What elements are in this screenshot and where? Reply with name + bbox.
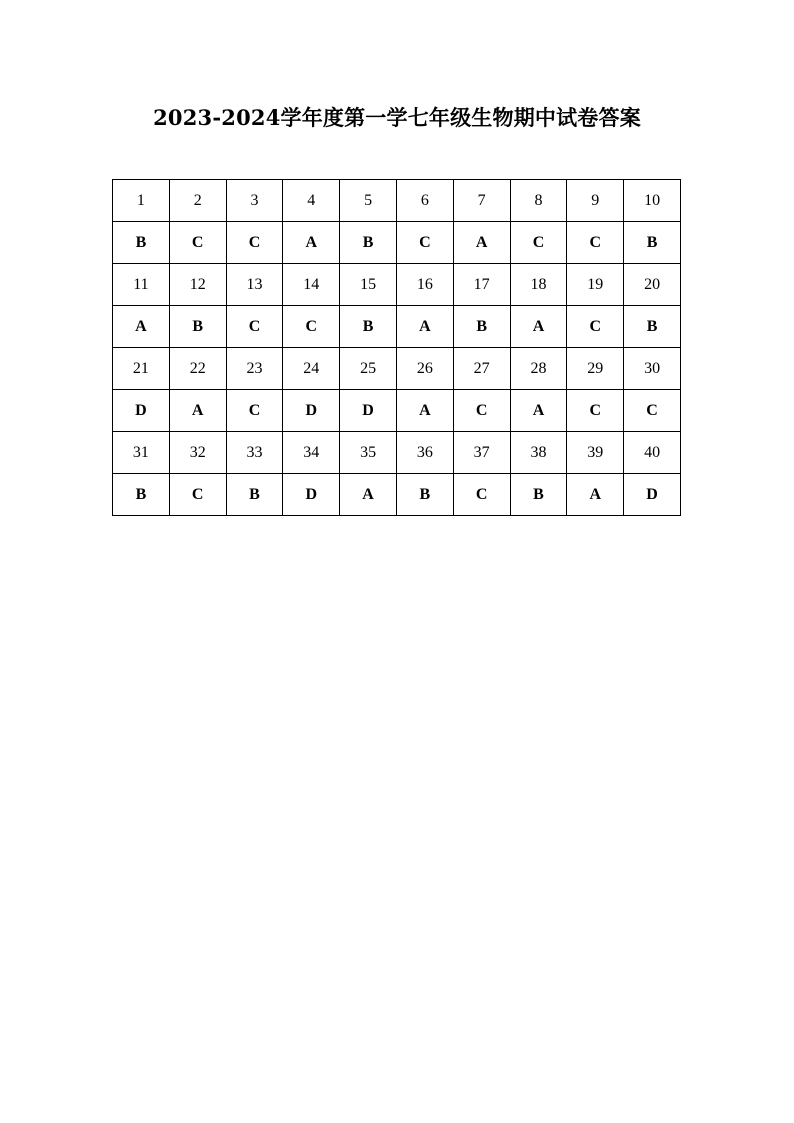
answer-cell: C: [567, 306, 624, 348]
question-number-cell: 38: [510, 432, 567, 474]
question-number-cell: 2: [169, 180, 226, 222]
question-number-cell: 30: [624, 348, 681, 390]
question-number-cell: 27: [453, 348, 510, 390]
answer-cell: A: [510, 390, 567, 432]
answer-cell: D: [283, 390, 340, 432]
page-title: 2023-2024学年度第一学七年级生物期中试卷答案: [153, 105, 641, 130]
question-number-cell: 29: [567, 348, 624, 390]
answer-cell: D: [283, 474, 340, 516]
question-number-cell: 1: [113, 180, 170, 222]
answer-cell: B: [340, 306, 397, 348]
answer-cell: A: [113, 306, 170, 348]
question-number-row: [113, 264, 681, 306]
answer-cell: C: [226, 306, 283, 348]
answer-row: [113, 222, 681, 264]
answer-cell: C: [567, 390, 624, 432]
answer-cell: B: [453, 306, 510, 348]
answer-cell: B: [226, 474, 283, 516]
answer-cell: C: [169, 474, 226, 516]
question-number-cell: 24: [283, 348, 340, 390]
answer-cell: C: [226, 222, 283, 264]
answer-cell: C: [453, 390, 510, 432]
answer-cell: A: [340, 474, 397, 516]
question-number-cell: 36: [396, 432, 453, 474]
question-number-cell: 10: [624, 180, 681, 222]
question-number-cell: 5: [340, 180, 397, 222]
question-number-cell: 33: [226, 432, 283, 474]
answer-cell: A: [567, 474, 624, 516]
question-number-cell: 14: [283, 264, 340, 306]
answer-cell: C: [510, 222, 567, 264]
question-number-row: [113, 348, 681, 390]
question-number-cell: 20: [624, 264, 681, 306]
question-number-row: [113, 180, 681, 222]
question-number-cell: 4: [283, 180, 340, 222]
question-number-cell: 32: [169, 432, 226, 474]
question-number-cell: 39: [567, 432, 624, 474]
answer-cell: A: [169, 390, 226, 432]
question-number-cell: 35: [340, 432, 397, 474]
question-number-cell: 34: [283, 432, 340, 474]
question-number-cell: 40: [624, 432, 681, 474]
answer-cell: A: [510, 306, 567, 348]
answer-cell: D: [113, 390, 170, 432]
answer-cell: A: [283, 222, 340, 264]
question-number-cell: 6: [396, 180, 453, 222]
answer-table-body: [113, 180, 681, 516]
answer-cell: B: [113, 222, 170, 264]
question-number-cell: 16: [396, 264, 453, 306]
question-number-cell: 22: [169, 348, 226, 390]
answer-cell: B: [624, 222, 681, 264]
question-number-cell: 17: [453, 264, 510, 306]
answer-row: [113, 390, 681, 432]
answer-cell: B: [113, 474, 170, 516]
answer-cell: C: [396, 222, 453, 264]
question-number-cell: 23: [226, 348, 283, 390]
question-number-cell: 11: [113, 264, 170, 306]
question-number-cell: 25: [340, 348, 397, 390]
question-number-cell: 28: [510, 348, 567, 390]
answer-cell: C: [624, 390, 681, 432]
answer-cell: A: [396, 306, 453, 348]
question-number-cell: 31: [113, 432, 170, 474]
answer-cell: B: [624, 306, 681, 348]
answer-cell: B: [340, 222, 397, 264]
question-number-cell: 19: [567, 264, 624, 306]
answer-cell: A: [453, 222, 510, 264]
answer-cell: C: [453, 474, 510, 516]
question-number-cell: 7: [453, 180, 510, 222]
answer-cell: B: [169, 306, 226, 348]
answer-cell: C: [567, 222, 624, 264]
question-number-cell: 12: [169, 264, 226, 306]
answer-table: [112, 179, 681, 516]
answer-cell: B: [396, 474, 453, 516]
answer-cell: C: [226, 390, 283, 432]
question-number-cell: 8: [510, 180, 567, 222]
answer-row: [113, 306, 681, 348]
answer-cell: C: [283, 306, 340, 348]
answer-cell: C: [169, 222, 226, 264]
answer-row: [113, 474, 681, 516]
question-number-cell: 18: [510, 264, 567, 306]
answer-cell: D: [340, 390, 397, 432]
question-number-cell: 3: [226, 180, 283, 222]
question-number-cell: 13: [226, 264, 283, 306]
question-number-cell: 26: [396, 348, 453, 390]
answer-cell: B: [510, 474, 567, 516]
answer-cell: D: [624, 474, 681, 516]
question-number-row: [113, 432, 681, 474]
question-number-cell: 15: [340, 264, 397, 306]
question-number-cell: 37: [453, 432, 510, 474]
question-number-cell: 21: [113, 348, 170, 390]
question-number-cell: 9: [567, 180, 624, 222]
answer-cell: A: [396, 390, 453, 432]
